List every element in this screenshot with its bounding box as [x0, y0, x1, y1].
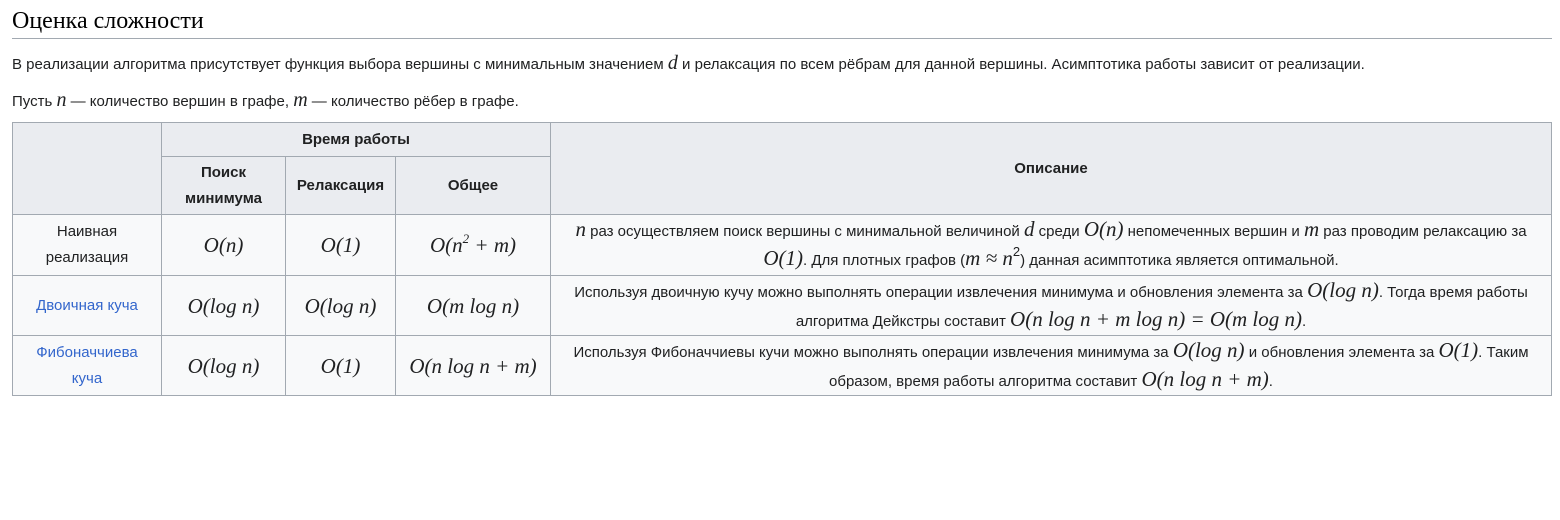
- desc-formula: O(n log n + m log n) = O(m log n): [1010, 306, 1303, 331]
- desc-text: Используя двоичную кучу можно выполнять операции извлечения минимума и обновления элемента за: [574, 283, 1308, 301]
- article-content: [12, 0, 1552, 391]
- desc-text: раз проводим релаксацию за: [1319, 223, 1527, 240]
- math-var-n: n: [56, 89, 67, 111]
- header-empty-cell: [13, 123, 162, 215]
- desc-formula: O(log n): [1172, 337, 1245, 362]
- row-description: [551, 336, 1552, 396]
- desc-var: d: [1023, 217, 1035, 241]
- intro-text-after: и релаксация по всем рёбрам для данной вершины. Асимптотика работы зависит от реализации.: [677, 56, 1365, 73]
- row-description: [551, 215, 1552, 276]
- desc-text: Используя Фибоначчиевы кучи можно выполнять операции извлечения минимума за: [573, 343, 1173, 361]
- desc-formula: m ≈ n: [965, 246, 1013, 270]
- intro-text-before: В реализации алгоритма присутствует функция выбора вершины с минимальным значением: [12, 56, 668, 73]
- desc-formula: O(1): [1438, 337, 1479, 362]
- desc-var: m: [1303, 217, 1320, 241]
- desc-text: .: [1268, 372, 1273, 390]
- table-row: [13, 276, 1552, 336]
- header-relaxation: Релаксация: [286, 157, 396, 215]
- desc-text: ) данная асимптотика является оптимальной.: [1020, 252, 1339, 269]
- min-search-value: O(log n): [162, 276, 286, 336]
- total-value: O(n log n + m): [396, 336, 551, 396]
- definition-paragraph: [12, 89, 1552, 113]
- header-time: Время работы: [162, 123, 551, 157]
- header-total: Общее: [396, 157, 551, 215]
- fibonacci-heap-link[interactable]: Фибоначчиева куча: [36, 343, 138, 387]
- def-text-mid: — количество вершин в графе,: [66, 93, 294, 110]
- header-min-search: Поиск минимума: [162, 157, 286, 215]
- desc-text: непомеченных вершин и: [1123, 223, 1304, 240]
- row-description: [551, 276, 1552, 336]
- min-search-value: O(n): [162, 215, 286, 276]
- desc-text: .: [1302, 312, 1307, 330]
- total-rest: + m): [469, 233, 516, 257]
- def-text-start: Пусть: [12, 93, 57, 110]
- relaxation-value: O(log n): [286, 276, 396, 336]
- desc-formula: O(n): [1083, 217, 1124, 241]
- desc-text: среди: [1034, 223, 1084, 240]
- desc-text: . Тогда время работы алгоритма Дейкстры составит: [795, 283, 1528, 330]
- relaxation-value: O(1): [286, 336, 396, 396]
- desc-text: . Для плотных графов (: [803, 252, 966, 269]
- complexity-table: [12, 122, 1552, 396]
- desc-formula: O(1): [763, 246, 803, 270]
- math-var-d: d: [667, 52, 678, 74]
- desc-text: раз осуществляем поиск вершины с минимальной величиной: [585, 223, 1024, 240]
- desc-text: и обновления элемента за: [1244, 343, 1439, 361]
- total-value: [396, 215, 551, 276]
- min-search-value: O(log n): [162, 336, 286, 396]
- table-row: [13, 336, 1552, 396]
- row-name-naive: Наивная реализация: [13, 215, 162, 276]
- desc-exponent: 2: [1012, 244, 1021, 259]
- header-description: Описание: [551, 123, 1552, 215]
- math-var-m: m: [293, 89, 308, 111]
- row-name-binary-heap: [13, 276, 162, 336]
- desc-formula: O(log n): [1307, 277, 1379, 302]
- desc-var: n: [575, 217, 586, 241]
- intro-paragraph: [12, 52, 1552, 76]
- total-base: O(n: [429, 233, 463, 257]
- total-value: O(m log n): [396, 276, 551, 336]
- total-exponent: 2: [462, 231, 470, 246]
- relaxation-value: O(1): [286, 215, 396, 276]
- section-heading: Оценка сложности: [12, 6, 1552, 39]
- def-text-end: — количество рёбер в графе.: [307, 93, 519, 110]
- desc-text: . Таким образом, время работы алгоритма составит: [829, 343, 1529, 390]
- table-row: [13, 215, 1552, 276]
- table-header-row: [13, 123, 1552, 157]
- desc-formula: O(n log n + m): [1141, 366, 1269, 391]
- binary-heap-link[interactable]: Двоичная куча: [36, 296, 138, 314]
- row-name-fibonacci-heap: [13, 336, 162, 396]
